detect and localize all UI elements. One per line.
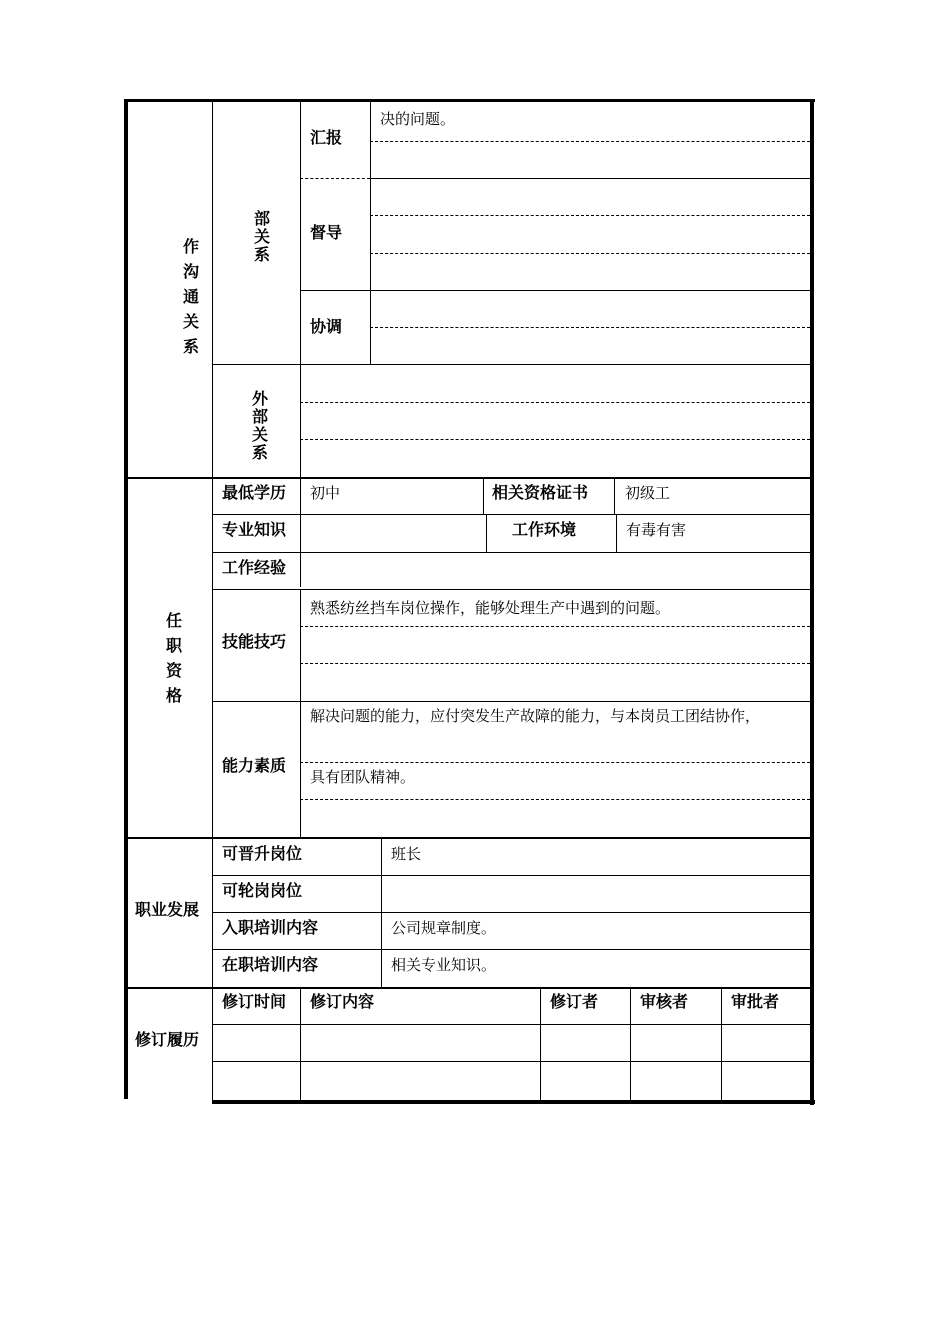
row-line bbox=[212, 364, 810, 365]
experience-label: 工作经验 bbox=[222, 558, 287, 577]
dash-line bbox=[300, 178, 370, 179]
dash-line bbox=[300, 762, 810, 763]
external-relations-label: 外部关系 bbox=[251, 389, 268, 462]
report-text: 决的问题。 bbox=[380, 110, 456, 128]
dash-line bbox=[300, 799, 810, 800]
col-line-a bbox=[212, 102, 213, 1102]
col-line bbox=[300, 478, 301, 587]
row-line bbox=[212, 701, 810, 702]
col-line bbox=[486, 514, 487, 552]
row-line bbox=[212, 875, 810, 876]
col-line bbox=[630, 989, 631, 1103]
revision-header-approver: 审批者 bbox=[731, 992, 780, 1011]
environment-label: 工作环境 bbox=[512, 520, 577, 539]
dash-line bbox=[370, 253, 810, 254]
skills-label: 技能技巧 bbox=[222, 632, 287, 651]
revision-header-content: 修订内容 bbox=[310, 992, 375, 1011]
revision-header-reviser: 修订者 bbox=[550, 992, 599, 1011]
col-line bbox=[721, 989, 722, 1103]
coordinate-label: 协调 bbox=[310, 317, 343, 336]
communication-section-label: 作沟通关系 bbox=[182, 237, 199, 356]
ability-label: 能力素质 bbox=[222, 756, 287, 775]
row-line bbox=[212, 1024, 810, 1025]
certificate-value: 初级工 bbox=[625, 484, 671, 502]
section-line bbox=[128, 477, 810, 479]
career-section-label: 职业发展 bbox=[135, 900, 200, 919]
internal-relations-label: 部关系 bbox=[253, 209, 270, 264]
dash-line bbox=[370, 215, 810, 216]
row-line bbox=[212, 949, 810, 950]
row-line bbox=[300, 290, 810, 291]
row-line bbox=[212, 912, 810, 913]
outer-frame-bottom bbox=[212, 1100, 815, 1104]
revision-header-reviewer: 审核者 bbox=[640, 992, 689, 1011]
col-line-d bbox=[300, 365, 301, 477]
promote-value: 班长 bbox=[391, 845, 422, 863]
skills-text: 熟悉纺丝挡车岗位操作，能够处理生产中遇到的问题。 bbox=[310, 599, 671, 617]
col-line bbox=[540, 989, 541, 1103]
ability-text-2: 具有团队精神。 bbox=[310, 768, 416, 786]
section-line bbox=[128, 837, 810, 839]
dash-line bbox=[370, 141, 810, 142]
min-education-value: 初中 bbox=[310, 484, 341, 502]
col-line bbox=[381, 839, 382, 987]
knowledge-label: 专业知识 bbox=[222, 520, 287, 539]
onboard-training-label: 入职培训内容 bbox=[222, 918, 319, 937]
row-line bbox=[212, 589, 810, 590]
outer-frame-left bbox=[124, 99, 128, 1099]
ability-text-1: 解决问题的能力，应付突发生产故障的能力，与本岗员工团结协作， bbox=[310, 707, 761, 725]
row-line bbox=[370, 178, 810, 179]
col-line bbox=[614, 478, 615, 514]
dash-line bbox=[300, 626, 810, 627]
dash-line bbox=[300, 663, 810, 664]
min-education-label: 最低学历 bbox=[222, 483, 287, 502]
qualifications-section-label: 任职资格 bbox=[165, 611, 182, 705]
certificate-label: 相关资格证书 bbox=[492, 483, 589, 502]
dash-line bbox=[300, 402, 810, 403]
promote-label: 可晋升岗位 bbox=[222, 844, 303, 863]
revision-section-label: 修订履历 bbox=[135, 1030, 200, 1049]
onjob-training-value: 相关专业知识。 bbox=[391, 956, 497, 974]
report-label: 汇报 bbox=[310, 128, 343, 147]
outer-frame-right bbox=[810, 99, 814, 1105]
col-line-b bbox=[300, 102, 301, 364]
col-line bbox=[483, 478, 484, 514]
row-line bbox=[212, 552, 810, 553]
rotate-label: 可轮岗岗位 bbox=[222, 881, 303, 900]
supervise-label: 督导 bbox=[310, 223, 343, 242]
row-line bbox=[212, 1061, 810, 1062]
revision-header-time: 修订时间 bbox=[222, 992, 287, 1011]
onboard-training-value: 公司规章制度。 bbox=[391, 919, 497, 937]
col-line bbox=[300, 989, 301, 1103]
onjob-training-label: 在职培训内容 bbox=[222, 955, 319, 974]
row-line bbox=[212, 514, 810, 515]
environment-value: 有毒有害 bbox=[626, 521, 687, 539]
dash-line bbox=[370, 100, 810, 101]
dash-line bbox=[370, 327, 810, 328]
section-line bbox=[128, 987, 810, 989]
col-line-c bbox=[370, 99, 371, 364]
col-line bbox=[616, 514, 617, 552]
dash-line bbox=[300, 439, 810, 440]
